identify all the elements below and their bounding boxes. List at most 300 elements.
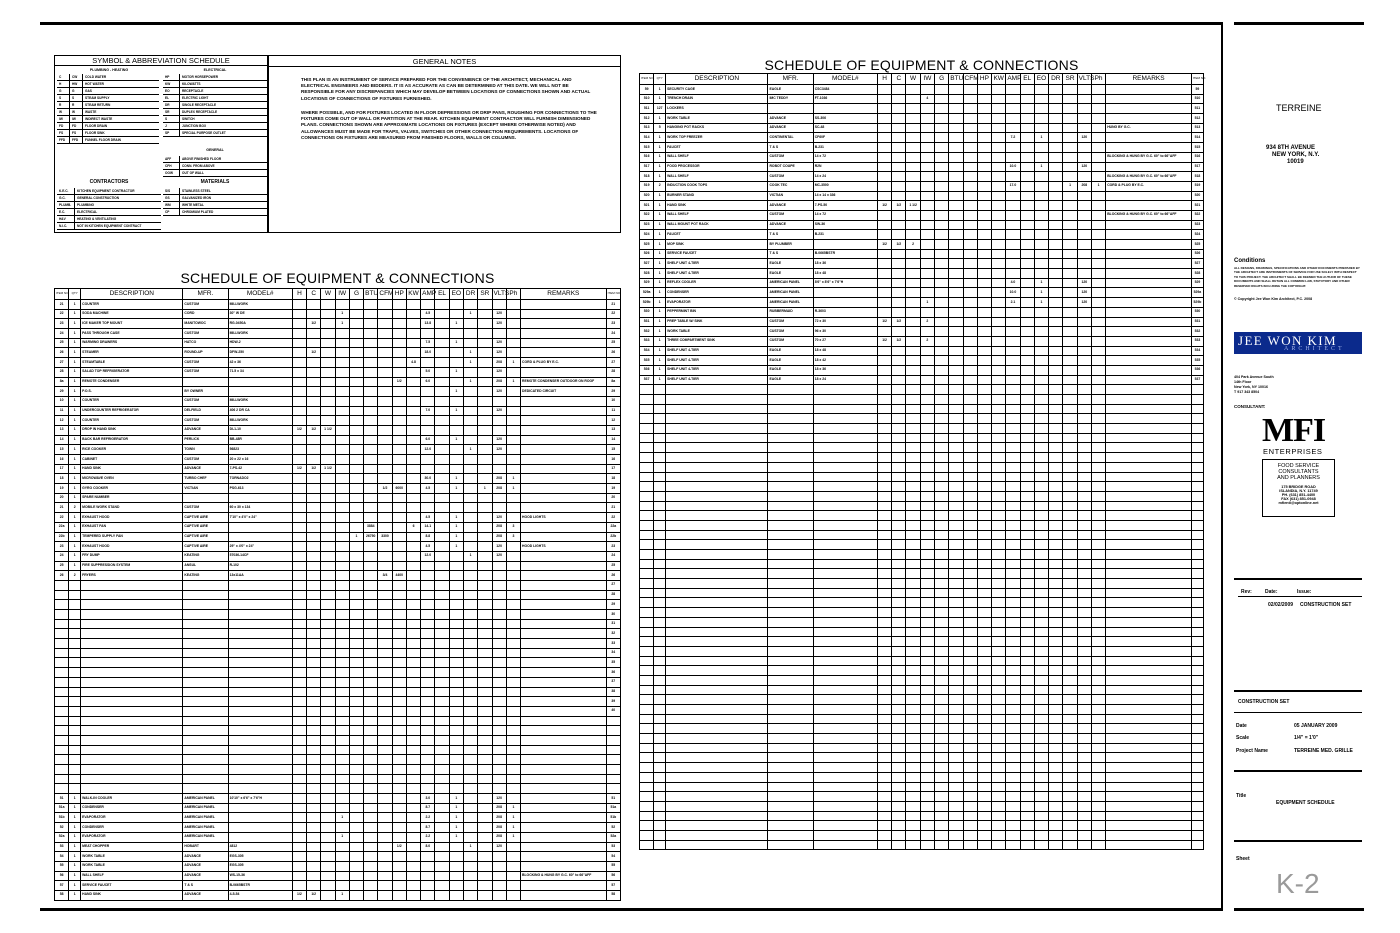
table-cell xyxy=(992,346,1006,356)
table-cell: SHELF UNIT 4-TIER xyxy=(666,269,768,279)
table-cell xyxy=(768,395,813,405)
table-cell xyxy=(949,763,963,773)
table-cell xyxy=(654,530,666,540)
table-cell xyxy=(521,532,607,542)
left-schedule-blank-row xyxy=(55,629,621,639)
table-cell xyxy=(1091,801,1105,811)
table-cell xyxy=(506,416,520,426)
table-cell xyxy=(378,735,392,745)
table-cell xyxy=(992,288,1006,298)
table-cell xyxy=(321,639,335,649)
table-cell xyxy=(1006,307,1020,317)
table-cell: 1 xyxy=(654,240,666,250)
legend-cell: SPECIAL PURPOSE OUTLET xyxy=(182,131,226,135)
table-cell xyxy=(920,365,934,375)
table-cell xyxy=(654,830,666,840)
table-cell xyxy=(1049,453,1063,463)
table-cell xyxy=(81,726,183,736)
general-title: GENERAL xyxy=(206,148,224,152)
table-cell xyxy=(992,404,1006,414)
table-cell: T & S xyxy=(768,249,813,259)
legend-cell: GALVANIZED IRON xyxy=(182,196,212,200)
left-schedule-row xyxy=(55,387,621,397)
table-cell xyxy=(335,871,349,881)
table-cell xyxy=(640,675,654,685)
table-cell: CUSTOM xyxy=(183,416,228,426)
table-cell xyxy=(1106,530,1192,540)
table-cell xyxy=(1063,675,1077,685)
table-cell xyxy=(1034,811,1048,821)
table-cell: 120 xyxy=(492,387,506,397)
table-cell xyxy=(1106,685,1192,695)
table-cell xyxy=(392,832,406,842)
right-schedule-row xyxy=(640,307,1204,317)
table-cell xyxy=(1091,637,1105,647)
table-cell xyxy=(1063,763,1077,773)
table-cell xyxy=(992,617,1006,627)
table-cell xyxy=(478,300,492,310)
table-cell xyxy=(378,551,392,561)
table-cell xyxy=(335,823,349,833)
table-cell xyxy=(349,765,363,775)
table-cell xyxy=(1063,317,1077,327)
table-cell xyxy=(506,338,520,348)
table-cell xyxy=(364,503,378,513)
table-cell xyxy=(1091,753,1105,763)
table-cell xyxy=(892,414,906,424)
left-schedule-row xyxy=(55,416,621,426)
table-cell xyxy=(435,580,449,590)
table-cell xyxy=(1091,734,1105,744)
table-cell xyxy=(228,610,292,620)
table-cell: 6.0 xyxy=(421,377,435,387)
column-header: SR xyxy=(1063,74,1077,85)
table-cell: 525 xyxy=(640,240,654,250)
table-cell xyxy=(1006,598,1020,608)
table-cell xyxy=(949,646,963,656)
table-cell xyxy=(1191,482,1203,492)
table-cell xyxy=(1077,753,1091,763)
table-cell xyxy=(666,821,768,831)
table-cell xyxy=(963,724,977,734)
table-cell xyxy=(1049,579,1063,589)
table-cell xyxy=(364,484,378,494)
table-cell: 1 xyxy=(1034,288,1048,298)
table-cell xyxy=(1106,608,1192,618)
table-cell xyxy=(977,94,991,104)
date-value: 05 JANUARY 2009 xyxy=(1294,723,1338,729)
table-cell xyxy=(335,338,349,348)
table-cell xyxy=(892,763,906,773)
table-cell: 537 xyxy=(640,375,654,385)
architect-address-2: 14th Floor xyxy=(1234,380,1252,384)
table-cell xyxy=(813,685,877,695)
table-cell xyxy=(906,85,920,95)
table-cell xyxy=(492,745,506,755)
table-cell xyxy=(392,765,406,775)
table-cell xyxy=(1034,356,1048,366)
table-cell: HATCO xyxy=(183,338,228,348)
table-cell xyxy=(335,697,349,707)
table-cell xyxy=(492,726,506,736)
table-cell xyxy=(813,753,877,763)
table-cell xyxy=(920,772,934,782)
table-cell xyxy=(307,600,321,610)
architect-address-3: New York, NY 10016 xyxy=(1234,385,1268,389)
table-cell xyxy=(435,765,449,775)
table-cell xyxy=(906,646,920,656)
table-cell xyxy=(935,579,949,589)
table-cell xyxy=(378,338,392,348)
table-cell xyxy=(81,600,183,610)
table-cell: 120 xyxy=(492,445,506,455)
legend-cell: HOT WATER xyxy=(85,82,104,86)
table-cell xyxy=(1091,511,1105,521)
table-cell xyxy=(335,571,349,581)
table-cell xyxy=(813,443,877,453)
table-cell xyxy=(977,85,991,95)
table-cell: 1 xyxy=(69,513,81,523)
table-cell xyxy=(1020,152,1034,162)
table-cell xyxy=(307,513,321,523)
left-schedule-row xyxy=(55,377,621,387)
table-cell xyxy=(1034,433,1048,443)
table-cell: 208 xyxy=(492,832,506,842)
table-cell xyxy=(435,658,449,668)
table-cell xyxy=(906,327,920,337)
left-schedule-blank-row xyxy=(55,774,621,784)
table-cell xyxy=(906,249,920,259)
table-cell xyxy=(949,520,963,530)
table-cell xyxy=(1106,734,1192,744)
table-cell xyxy=(392,706,406,716)
table-cell xyxy=(1077,734,1091,744)
table-cell xyxy=(307,677,321,687)
table-cell xyxy=(307,484,321,494)
table-cell xyxy=(1034,482,1048,492)
right-schedule-title: SCHEDULE OF EQUIPMENT & CONNECTIONS xyxy=(764,57,1079,73)
table-cell xyxy=(963,424,977,434)
table-cell: 1 xyxy=(654,220,666,230)
legend-cell: W xyxy=(57,109,70,115)
table-cell xyxy=(935,714,949,724)
table-cell xyxy=(1049,637,1063,647)
table-cell: 1 xyxy=(449,387,463,397)
table-cell xyxy=(1091,666,1105,676)
left-schedule-blank-row xyxy=(55,668,621,678)
table-cell xyxy=(392,542,406,552)
table-cell xyxy=(1091,375,1105,385)
table-cell xyxy=(463,697,477,707)
table-cell xyxy=(877,307,891,317)
table-cell xyxy=(992,414,1006,424)
table-cell xyxy=(977,705,991,715)
tb-divider-4 xyxy=(1234,770,1362,772)
table-cell xyxy=(977,288,991,298)
table-cell xyxy=(1049,675,1063,685)
table-cell xyxy=(435,735,449,745)
left-schedule-row xyxy=(55,561,621,571)
table-cell xyxy=(813,695,877,705)
table-cell xyxy=(1077,317,1091,327)
table-cell xyxy=(292,522,306,532)
table-cell xyxy=(506,580,520,590)
table-cell xyxy=(977,375,991,385)
table-cell xyxy=(977,230,991,240)
table-cell: 22b xyxy=(606,532,620,542)
table-cell: 120 xyxy=(492,367,506,377)
table-cell xyxy=(949,685,963,695)
table-cell xyxy=(1106,743,1192,753)
table-cell xyxy=(228,532,292,542)
table-cell xyxy=(228,648,292,658)
table-cell xyxy=(892,656,906,666)
table-cell xyxy=(666,675,768,685)
right-schedule-row xyxy=(640,191,1204,201)
table-cell xyxy=(421,493,435,503)
table-cell xyxy=(1006,782,1020,792)
table-cell xyxy=(963,385,977,395)
table-cell xyxy=(877,801,891,811)
table-cell xyxy=(1020,772,1034,782)
table-cell xyxy=(349,445,363,455)
table-cell xyxy=(606,716,620,726)
table-cell xyxy=(1063,327,1077,337)
table-cell xyxy=(992,269,1006,279)
table-cell xyxy=(1077,840,1091,850)
table-cell xyxy=(892,666,906,676)
table-cell xyxy=(463,590,477,600)
table-cell xyxy=(1020,588,1034,598)
table-cell xyxy=(307,532,321,542)
table-cell xyxy=(1063,240,1077,250)
table-cell xyxy=(292,600,306,610)
table-cell xyxy=(920,414,934,424)
table-cell xyxy=(963,666,977,676)
table-cell xyxy=(392,503,406,513)
table-cell xyxy=(1106,433,1192,443)
table-cell xyxy=(506,406,520,416)
table-cell xyxy=(877,143,891,153)
table-cell xyxy=(69,610,81,620)
table-cell xyxy=(321,610,335,620)
table-cell xyxy=(963,772,977,782)
table-cell xyxy=(768,840,813,850)
table-cell xyxy=(877,656,891,666)
table-cell xyxy=(478,513,492,523)
table-cell xyxy=(1106,307,1192,317)
table-cell xyxy=(478,890,492,900)
table-cell xyxy=(768,743,813,753)
table-cell xyxy=(963,133,977,143)
table-cell: 1 xyxy=(654,288,666,298)
table-cell: REMOTE CONDENSER xyxy=(81,377,183,387)
symbol-schedule-title: SYMBOL & ABBREVIATION SCHEDULE xyxy=(55,56,267,66)
table-cell xyxy=(949,540,963,550)
table-cell xyxy=(1063,230,1077,240)
table-cell xyxy=(877,181,891,191)
mfi-desc-2: CONSULTANTS xyxy=(1278,469,1319,475)
table-cell: 1 xyxy=(654,210,666,220)
table-cell xyxy=(935,453,949,463)
table-cell xyxy=(349,513,363,523)
table-cell xyxy=(183,784,228,794)
table-cell xyxy=(335,735,349,745)
table-cell xyxy=(813,404,877,414)
table-cell xyxy=(977,143,991,153)
schedule-header-row xyxy=(55,289,621,300)
table-cell xyxy=(1091,840,1105,850)
table-cell xyxy=(906,511,920,521)
table-cell xyxy=(906,598,920,608)
table-cell xyxy=(1077,201,1091,211)
table-cell xyxy=(813,395,877,405)
table-cell xyxy=(506,387,520,397)
table-cell xyxy=(906,753,920,763)
table-cell: 1 xyxy=(69,338,81,348)
table-cell xyxy=(307,706,321,716)
table-cell xyxy=(654,734,666,744)
table-cell xyxy=(606,726,620,736)
table-cell xyxy=(1077,433,1091,443)
table-cell xyxy=(421,745,435,755)
table-cell: STEAMTABLE xyxy=(81,358,183,368)
table-cell xyxy=(1077,675,1091,685)
column-header: MODEL# xyxy=(228,289,292,300)
table-cell: 14 x 72 xyxy=(813,210,877,220)
table-cell xyxy=(813,540,877,550)
table-cell xyxy=(963,801,977,811)
table-cell xyxy=(478,803,492,813)
table-cell xyxy=(1034,792,1048,802)
table-cell xyxy=(521,774,607,784)
table-cell xyxy=(364,542,378,552)
table-cell xyxy=(392,348,406,358)
table-cell xyxy=(69,706,81,716)
table-cell xyxy=(906,152,920,162)
table-cell xyxy=(906,685,920,695)
table-cell xyxy=(666,801,768,811)
table-cell: 528 xyxy=(1191,269,1203,279)
table-cell xyxy=(228,697,292,707)
table-cell xyxy=(521,706,607,716)
table-cell xyxy=(364,445,378,455)
table-cell xyxy=(307,726,321,736)
table-cell: 208 xyxy=(492,813,506,823)
table-cell xyxy=(1006,550,1020,560)
table-cell: 26 xyxy=(55,571,69,581)
legend-row xyxy=(57,81,159,88)
table-cell xyxy=(292,803,306,813)
scale-key: Scale xyxy=(1236,735,1250,741)
table-cell xyxy=(768,753,813,763)
table-cell xyxy=(1063,646,1077,656)
table-cell: 1 xyxy=(69,464,81,474)
table-cell xyxy=(935,705,949,715)
table-cell xyxy=(521,484,607,494)
table-cell: 30" W DE xyxy=(228,309,292,319)
table-cell xyxy=(1106,220,1192,230)
table-cell xyxy=(1106,724,1192,734)
table-cell xyxy=(364,716,378,726)
table-cell xyxy=(1063,114,1077,124)
table-cell xyxy=(935,811,949,821)
table-cell xyxy=(1049,646,1063,656)
table-cell xyxy=(1106,278,1192,288)
table-cell xyxy=(640,579,654,589)
table-cell: CUSTOM xyxy=(768,152,813,162)
table-cell xyxy=(1006,627,1020,637)
table-cell xyxy=(640,830,654,840)
table-cell xyxy=(435,319,449,329)
table-cell: 8a xyxy=(55,377,69,387)
table-cell xyxy=(81,765,183,775)
table-cell xyxy=(920,327,934,337)
table-cell xyxy=(463,580,477,590)
table-cell xyxy=(435,387,449,397)
table-cell xyxy=(364,300,378,310)
table-cell xyxy=(1006,240,1020,250)
table-cell xyxy=(1091,85,1105,95)
table-cell xyxy=(321,697,335,707)
table-cell: 517 xyxy=(1191,162,1203,172)
table-cell xyxy=(364,455,378,465)
table-cell xyxy=(906,336,920,346)
table-cell xyxy=(992,627,1006,637)
table-cell xyxy=(1106,269,1192,279)
table-cell xyxy=(1049,94,1063,104)
conditions-title: Conditions xyxy=(1234,258,1266,264)
table-cell xyxy=(813,637,877,647)
table-cell xyxy=(1191,656,1203,666)
table-cell: 1 xyxy=(69,561,81,571)
table-cell xyxy=(449,571,463,581)
table-cell xyxy=(349,648,363,658)
table-cell: 52a xyxy=(606,832,620,842)
table-cell xyxy=(1091,114,1105,124)
table-cell xyxy=(906,443,920,453)
table-cell xyxy=(1034,172,1048,182)
table-cell xyxy=(1106,482,1192,492)
table-cell xyxy=(992,317,1006,327)
table-cell xyxy=(449,396,463,406)
table-cell xyxy=(1063,414,1077,424)
table-cell xyxy=(364,648,378,658)
table-cell xyxy=(935,404,949,414)
table-cell xyxy=(463,522,477,532)
left-schedule-row xyxy=(55,890,621,900)
table-cell xyxy=(1091,385,1105,395)
table-cell xyxy=(364,493,378,503)
table-cell xyxy=(992,569,1006,579)
legend-cell: ELECTRICAL xyxy=(77,210,98,214)
general-notes-p1: THIS PLAN IS AN INSTRUMENT OF SERVICE PREPARED FOR THE CONVENIENCE OF THE ARCHITECT, MECHANICAL AND ELECTRICAL ENGINEERS AND BIDDERS. IT IS AS ACCURATE AS CAN BE DETERMINED AT THIS DATE. WE WILL NOT BE RESPONSIBLE FOR ANY DISCREPANCIES WHICH MAY DEVELOP BETWEEN LOCATIONS OF CONNECTIONS SHOWN AND ACTUAL LOCATIONS OF CONNECTIONS OF FIXTURES FURNISHED. xyxy=(301,77,591,101)
table-cell xyxy=(406,455,420,465)
table-cell xyxy=(435,881,449,891)
table-cell: 25 xyxy=(55,561,69,571)
table-cell xyxy=(1063,404,1077,414)
table-cell xyxy=(321,832,335,842)
table-cell xyxy=(906,172,920,182)
table-cell: 1 xyxy=(69,358,81,368)
table-cell xyxy=(949,424,963,434)
table-cell xyxy=(292,735,306,745)
table-cell xyxy=(1020,743,1034,753)
table-cell xyxy=(963,210,977,220)
table-cell xyxy=(321,522,335,532)
table-cell: 36 xyxy=(606,668,620,678)
table-cell: 1/2 xyxy=(392,377,406,387)
